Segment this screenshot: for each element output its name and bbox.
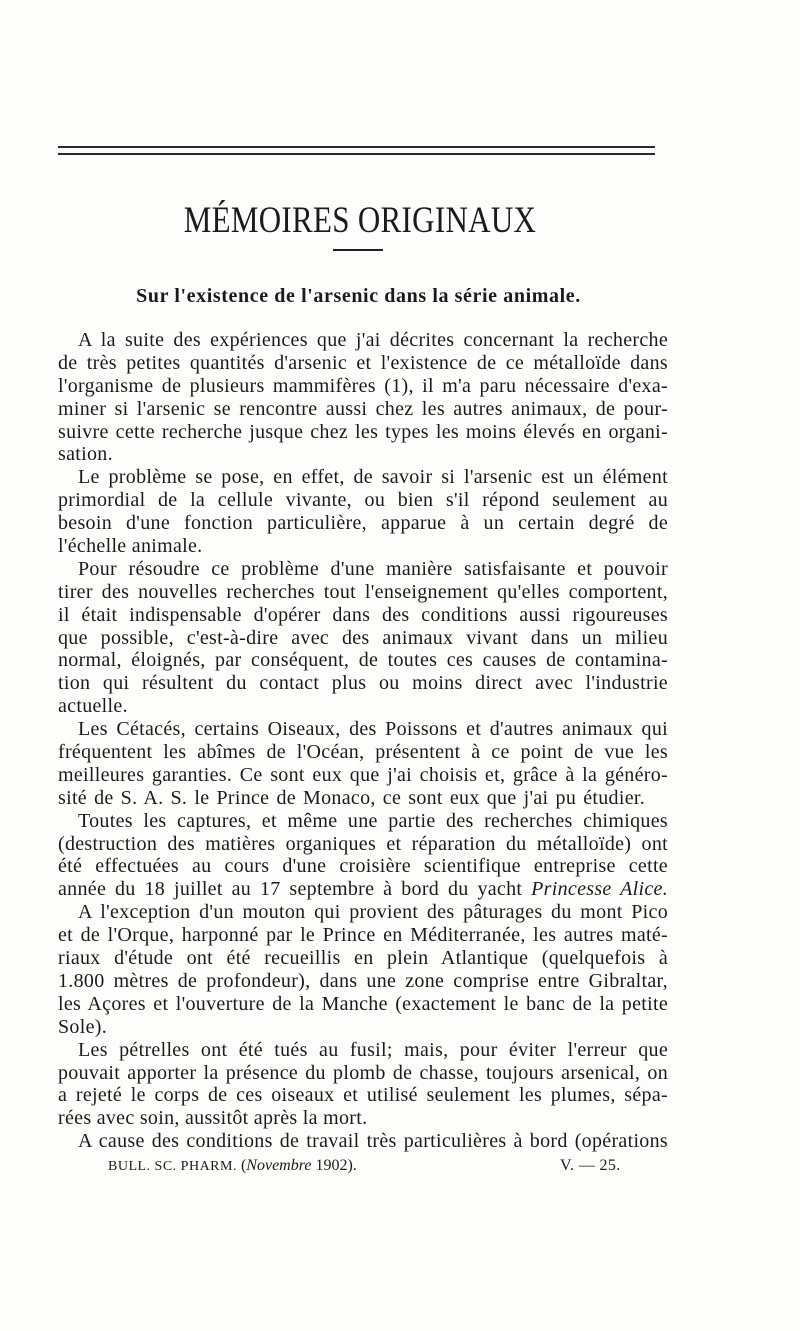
text-line: pouvait apporter la présence du plomb de chasse, toujours arsenical, on bbox=[58, 1061, 668, 1084]
paragraph-3 bbox=[58, 558, 668, 718]
paragraph-7 bbox=[58, 1039, 668, 1131]
text-line: primordial de la cellule vivante, ou bien s'il répond seulement au bbox=[58, 489, 668, 512]
text-line: Pour résoudre ce problème d'une manière satisfaisante et pouvoir bbox=[78, 557, 668, 580]
text-line: fréquentent les abîmes de l'Océan, présentent à ce point de vue les bbox=[58, 741, 668, 764]
text-line bbox=[58, 878, 668, 901]
text-line: de très petites quantités d'arsenic et l'existence de ce métalloïde dans bbox=[58, 351, 668, 374]
issue-year: 1902). bbox=[311, 1157, 357, 1174]
paragraph-2 bbox=[58, 466, 668, 558]
text-line: normal, éloignés, par conséquent, de toutes ces causes de contamina- bbox=[58, 649, 668, 672]
journal-name: BULL. SC. PHARM. bbox=[108, 1159, 237, 1174]
paragraph-5 bbox=[58, 810, 668, 902]
text-line: 1.800 mètres de profondeur), dans une zone comprise entre Gibraltar, bbox=[58, 969, 668, 992]
text-line: Sole). bbox=[58, 1015, 108, 1038]
text-line: meilleures garanties. Ce sont eux que j'ai choisis et, grâce à la généro- bbox=[58, 763, 668, 786]
text-line: suivre cette recherche jusque chez les types les moins élevés en organi- bbox=[58, 420, 668, 443]
article-title: Sur l'existence de l'arsenic dans la série animale. bbox=[136, 285, 581, 307]
text-line: tirer des nouvelles recherches tout l'enseignement qu'elles comportent, bbox=[58, 580, 668, 603]
paragraph-1 bbox=[58, 329, 668, 466]
paragraph-6 bbox=[58, 901, 668, 1038]
text-line: tion qui résultent du contact plus ou moins direct avec l'industrie bbox=[58, 672, 668, 695]
text-line: sité de S. A. S. le Prince de Monaco, ce sont eux que j'ai pu étudier. bbox=[58, 786, 646, 809]
text-line: sation. bbox=[58, 443, 113, 466]
top-rule-lower bbox=[58, 153, 655, 155]
yacht-name: Princesse Alice. bbox=[531, 878, 668, 901]
text-line: il était indispensable d'opérer dans des conditions aussi rigoureuses bbox=[58, 603, 668, 626]
text-line: besoin d'une fonction particulière, apparue à un certain degré de bbox=[58, 512, 668, 535]
article-body bbox=[58, 329, 668, 1153]
text-line: l'échelle animale. bbox=[58, 535, 203, 558]
text-line: les Açores et l'ouverture de la Manche (exactement le banc de la petite bbox=[58, 992, 668, 1015]
paragraph-8 bbox=[58, 1130, 668, 1153]
text-line: a rejeté le corps de ces oiseaux et utilisé seulement les plumes, sépa- bbox=[58, 1084, 668, 1107]
text-line: miner si l'arsenic se rencontre aussi chez les autres animaux, de pour- bbox=[58, 397, 668, 420]
text-line: et de l'Orque, harponné par le Prince en Méditerranée, les autres maté- bbox=[58, 924, 668, 947]
text-segment: année du 18 juillet au 17 septembre à bord du yacht bbox=[58, 878, 532, 901]
section-heading bbox=[0, 200, 720, 240]
text-line: A la suite des expériences que j'ai décrites concernant la recherche bbox=[78, 329, 668, 351]
text-line: Les Cétacés, certains Oiseaux, des Poissons et d'autres animaux qui bbox=[78, 718, 668, 741]
issue-open: ( bbox=[236, 1157, 247, 1174]
text-line: Les pétrelles ont été tués au fusil; mais, pour éviter l'erreur que bbox=[78, 1038, 668, 1061]
text-line: Le problème se pose, en effet, de savoir si l'arsenic est un élément bbox=[78, 466, 668, 489]
top-rule-upper bbox=[58, 146, 655, 148]
text-line: rées avec soin, aussitôt après la mort. bbox=[58, 1107, 368, 1130]
page-reference: V. — 25. bbox=[560, 1157, 621, 1174]
text-line: Toutes les captures, et même une partie des recherches chimiques bbox=[78, 809, 668, 832]
heading-divider bbox=[333, 249, 383, 251]
text-line: été effectuées au cours d'une croisière scientifique entreprise cette bbox=[58, 855, 668, 878]
paragraph-4 bbox=[58, 718, 668, 810]
journal-citation bbox=[108, 1155, 357, 1178]
text-line: que possible, c'est-à-dire avec des animaux vivant dans un milieu bbox=[58, 626, 668, 649]
text-line: A cause des conditions de travail très particulières à bord (opérations bbox=[78, 1130, 668, 1153]
issue-month: Novembre bbox=[246, 1157, 312, 1174]
text-line: actuelle. bbox=[58, 695, 128, 718]
text-line: (destruction des matières organiques et réparation du métalloïde) ont bbox=[58, 832, 668, 855]
section-heading-text: MÉMOIRES ORIGINAUX bbox=[183, 198, 537, 241]
text-line: A l'exception d'un mouton qui provient des pâturages du mont Pico bbox=[78, 901, 668, 924]
text-line: riaux d'étude ont été recueillis en plein Atlantique (quelquefois à bbox=[58, 947, 668, 970]
text-line: l'organisme de plusieurs mammifères (1), il m'a paru nécessaire d'exa- bbox=[58, 374, 668, 397]
